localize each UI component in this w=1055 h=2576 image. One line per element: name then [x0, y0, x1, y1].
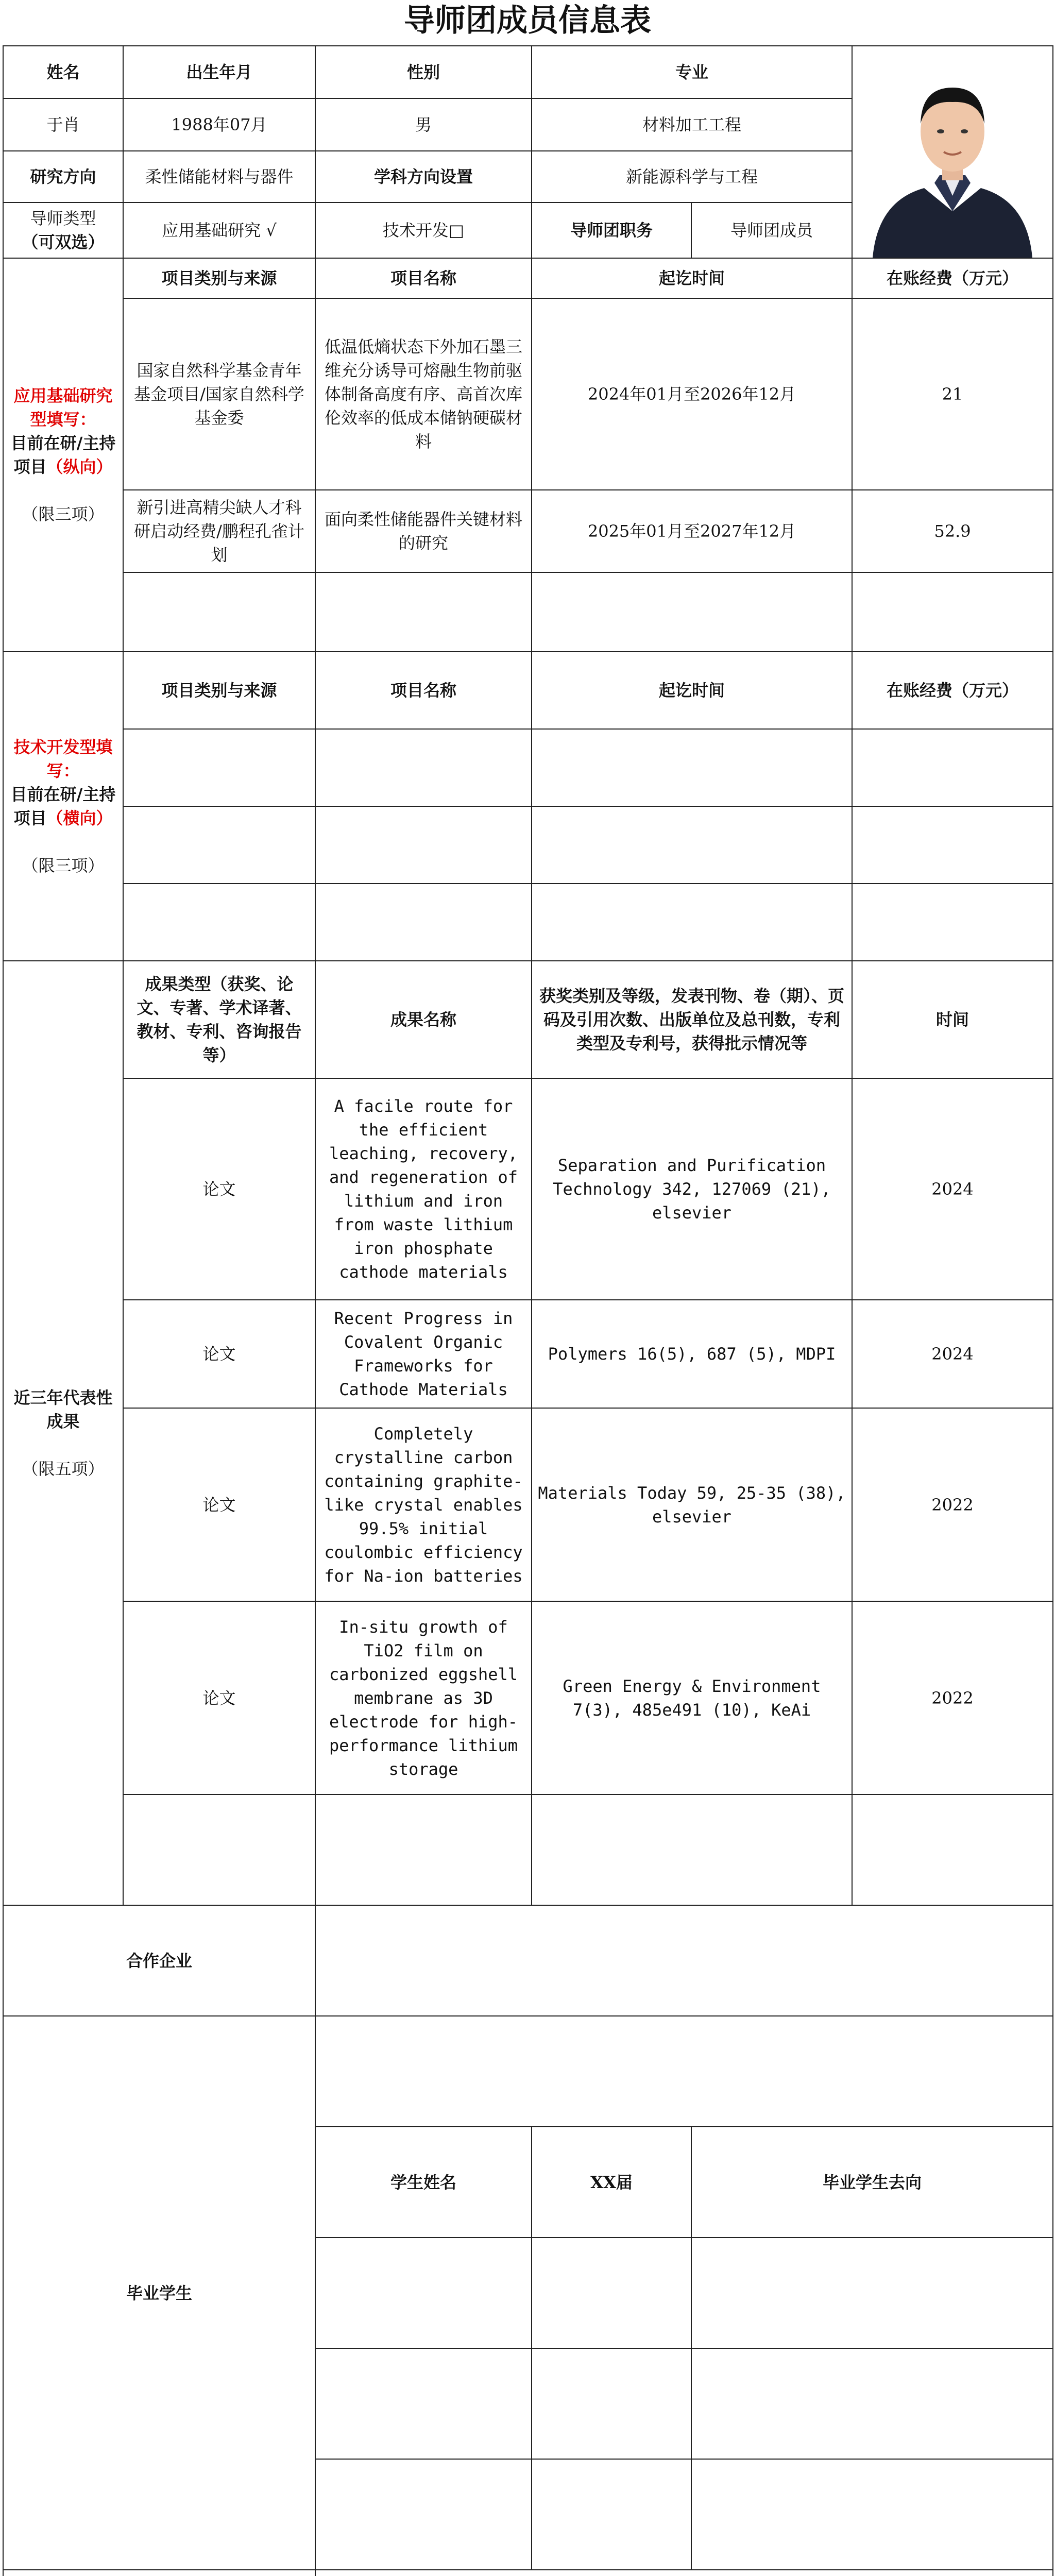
applied-header-funds: 在账经费（万元） [852, 258, 1053, 298]
discipline-value: 新能源科学与工程 [532, 151, 852, 202]
achievement-year: 2024 [852, 1300, 1053, 1408]
research-label: 研究方向 [3, 151, 123, 202]
graduate-empty-cell [532, 2348, 691, 2459]
applied-label-red: 应用基础研究型填写： [13, 386, 113, 429]
tech-empty-cell [532, 729, 852, 806]
tech-label-black: 目前在研/主持项目 [10, 785, 116, 828]
achievement-detail: Polymers 16(5), 687 (5), MDPI [532, 1300, 852, 1408]
tech-label-direction: （横向） [46, 808, 113, 828]
tech-header-period: 起讫时间 [532, 652, 852, 729]
achievement-type: 论文 [123, 1300, 315, 1408]
achievements-label [3, 961, 123, 1905]
achievement-header-detail: 获奖类别及等级，发表刊物、卷（期）、页码及引用次数、出版单位及总刊数，专利类型及专利号，获得批示情况等 [532, 961, 852, 1078]
achievement-detail: Separation and Purification Technology 342, 127069 (21), elsevier [532, 1078, 852, 1300]
graduate-empty-cell [532, 2238, 691, 2348]
gender-value: 男 [315, 98, 532, 151]
tech-label-red: 技术开发型填写： [13, 737, 113, 781]
tech-empty-cell [123, 884, 315, 961]
major-label: 专业 [532, 46, 852, 98]
achievement-type: 论文 [123, 1601, 315, 1794]
achievement-header-name: 成果名称 [315, 961, 532, 1078]
achievement-year: 2024 [852, 1078, 1053, 1300]
tech-section-label [3, 652, 123, 961]
achievements-limit: （限五项） [22, 1459, 105, 1479]
birth-label: 出生年月 [123, 46, 315, 98]
research-value: 柔性储能材料与器件 [123, 151, 315, 202]
graduate-empty-cell [315, 2459, 532, 2570]
portrait-photo-icon [867, 46, 1037, 258]
tech-empty-cell [532, 884, 852, 961]
graduate-empty-cell [691, 2348, 1053, 2459]
tech-empty-cell [315, 884, 532, 961]
cooperation-value [315, 1905, 1053, 2016]
name-value: 于肖 [3, 98, 123, 151]
achievement-name: A facile route for the efficient leaching, recovery, and regeneration of lithium and iron from waste lithium iron phosphate cathode materials [315, 1078, 532, 1300]
tech-empty-cell [852, 729, 1053, 806]
achievement-detail: Materials Today 59, 25-35 (38), elsevier [532, 1408, 852, 1601]
achievement-empty-cell [532, 1794, 852, 1905]
achievements-label-text: 近三年代表性成果 [13, 1387, 113, 1431]
applied-row-period: 2025年01月至2027年12月 [532, 490, 852, 572]
applied-empty-cell [315, 572, 532, 652]
applied-row-source: 国家自然科学基金青年基金项目/国家自然科学基金委 [123, 298, 315, 490]
graduate-empty-cell [315, 2238, 532, 2348]
tech-header-source: 项目类别与来源 [123, 652, 315, 729]
applied-empty-cell [532, 572, 852, 652]
graduate-empty-cell [315, 2348, 532, 2459]
applied-limit: （限三项） [22, 504, 105, 524]
achievement-year: 2022 [852, 1601, 1053, 1794]
applied-row-source: 新引进高精尖缺人才科研启动经费/鹏程孔雀计划 [123, 490, 315, 572]
achievement-header-year: 时间 [852, 961, 1053, 1078]
applied-empty-cell [852, 572, 1053, 652]
applied-header-period: 起讫时间 [532, 258, 852, 298]
applied-row-name: 低温低熵状态下外加石墨三维充分诱导可熔融生物前驱体制备高度有序、高首次库伦效率的低成本储钠硬碳材料 [315, 298, 532, 490]
tech-empty-cell [852, 806, 1053, 884]
role-value: 导师团成员 [691, 202, 852, 258]
birth-value: 1988年07月 [123, 98, 315, 151]
achievement-empty-cell [123, 1794, 315, 1905]
applied-label-direction: （纵向） [46, 457, 113, 477]
achievement-empty-cell [852, 1794, 1053, 1905]
graduate-empty-cell [532, 2459, 691, 2570]
achievement-year: 2022 [852, 1408, 1053, 1601]
requirements-value [315, 2570, 1053, 2576]
achievement-header-type: 成果类型（获奖、论文、专著、学术译著、教材、专利、咨询报告等） [123, 961, 315, 1078]
major-value: 材料加工工程 [532, 98, 852, 151]
achievement-name: In-situ growth of TiO2 film on carbonized eggshell membrane as 3D electrode for high-performance lithium storage [315, 1601, 532, 1794]
applied-row-name: 面向柔性储能器件关键材料的研究 [315, 490, 532, 572]
achievement-name: Recent Progress in Covalent Organic Frameworks for Cathode Materials [315, 1300, 532, 1408]
mentor-type-applied: 应用基础研究 √ [123, 202, 315, 258]
name-label: 姓名 [3, 46, 123, 98]
graduate-header-destination: 毕业学生去向 [691, 2127, 1053, 2238]
graduate-empty-cell [691, 2238, 1053, 2348]
graduate-empty-cell [691, 2459, 1053, 2570]
applied-section-label [3, 258, 123, 652]
graduates-blank-cell [315, 2016, 1053, 2127]
gender-label: 性别 [315, 46, 532, 98]
achievement-type: 论文 [123, 1408, 315, 1601]
applied-row-funds: 52.9 [852, 490, 1053, 572]
achievement-name: Completely crystalline carbon containing graphite-like crystal enables 99.5% initial coulombic efficiency for Na-ion batteries [315, 1408, 532, 1601]
tech-empty-cell [123, 729, 315, 806]
cooperation-label: 合作企业 [3, 1905, 315, 2016]
mentor-type-label [3, 202, 123, 258]
tech-header-name: 项目名称 [315, 652, 532, 729]
achievement-empty-cell [315, 1794, 532, 1905]
graduates-label: 毕业学生 [3, 2016, 315, 2570]
applied-header-source: 项目类别与来源 [123, 258, 315, 298]
tech-empty-cell [852, 884, 1053, 961]
graduate-header-class: XX届 [532, 2127, 691, 2238]
tech-empty-cell [315, 806, 532, 884]
graduate-header-name: 学生姓名 [315, 2127, 532, 2238]
mentor-type-label-text: 导师类型 [30, 209, 96, 228]
applied-empty-cell [123, 572, 315, 652]
tech-header-funds: 在账经费（万元） [852, 652, 1053, 729]
role-label: 导师团职务 [532, 202, 691, 258]
tech-empty-cell [123, 806, 315, 884]
page-title: 导师团成员信息表 [404, 3, 651, 39]
tech-limit: （限三项） [22, 856, 105, 875]
applied-header-name: 项目名称 [315, 258, 532, 298]
mentor-type-note: （可双选） [22, 232, 105, 252]
achievement-type: 论文 [123, 1078, 315, 1300]
requirements-label [3, 2570, 315, 2576]
achievement-detail: Green Energy & Environment 7(3), 485e491 (10), KeAi [532, 1601, 852, 1794]
mentor-type-tech: 技术开发□ [315, 202, 532, 258]
discipline-label: 学科方向设置 [315, 151, 532, 202]
applied-row-funds: 21 [852, 298, 1053, 490]
photo-cell [852, 46, 1053, 258]
applied-row-period: 2024年01月至2026年12月 [532, 298, 852, 490]
info-table [3, 45, 1053, 2576]
tech-empty-cell [315, 729, 532, 806]
tech-empty-cell [532, 806, 852, 884]
applied-label-black: 目前在研/主持项目 [10, 433, 116, 477]
